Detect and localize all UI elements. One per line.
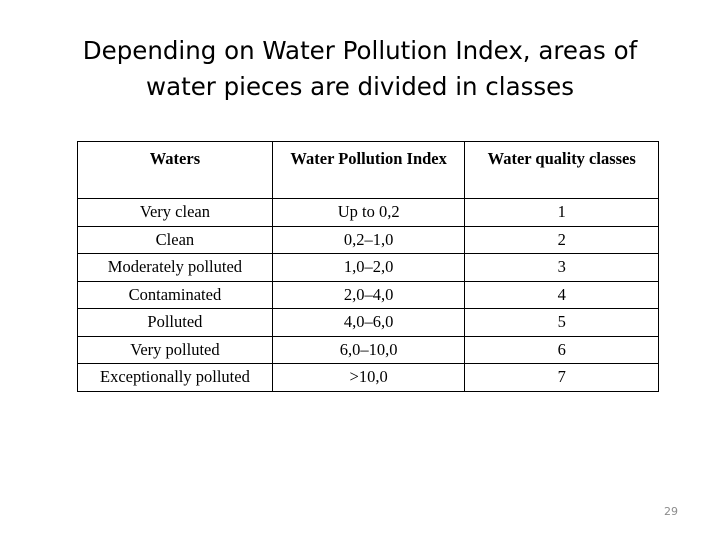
class-cell: 4	[465, 281, 659, 309]
waters-cell: Very polluted	[78, 336, 273, 364]
index-cell: 1,0–2,0	[272, 254, 465, 282]
table-row	[78, 199, 659, 227]
table-row	[78, 226, 659, 254]
index-cell: 2,0–4,0	[272, 281, 465, 309]
waters-cell: Moderately polluted	[78, 254, 273, 282]
table-row	[78, 336, 659, 364]
class-cell: 3	[465, 254, 659, 282]
page-number: 29	[664, 505, 678, 518]
table-row	[78, 309, 659, 337]
class-cell: 2	[465, 226, 659, 254]
class-cell: 1	[465, 199, 659, 227]
slide-title	[0, 33, 720, 105]
header-water-quality-classes: Water quality classes	[465, 142, 659, 199]
slide-title-line-2: water pieces are divided in classes	[146, 72, 574, 101]
table-row	[78, 254, 659, 282]
waters-cell: Exceptionally polluted	[78, 364, 273, 392]
waters-cell: Clean	[78, 226, 273, 254]
table-row	[78, 364, 659, 392]
index-cell: >10,0	[272, 364, 465, 392]
table-header-row	[78, 142, 659, 199]
waters-cell: Contaminated	[78, 281, 273, 309]
index-cell: 6,0–10,0	[272, 336, 465, 364]
header-waters: Waters	[78, 142, 273, 199]
water-pollution-table	[77, 141, 659, 392]
class-cell: 5	[465, 309, 659, 337]
waters-cell: Polluted	[78, 309, 273, 337]
waters-cell: Very clean	[78, 199, 273, 227]
table-row	[78, 281, 659, 309]
index-cell: 4,0–6,0	[272, 309, 465, 337]
class-cell: 6	[465, 336, 659, 364]
index-cell: 0,2–1,0	[272, 226, 465, 254]
header-water-pollution-index: Water Pollution Index	[272, 142, 465, 199]
index-cell: Up to 0,2	[272, 199, 465, 227]
slide-title-line-1: Depending on Water Pollution Index, areas of	[82, 36, 638, 65]
class-cell: 7	[465, 364, 659, 392]
